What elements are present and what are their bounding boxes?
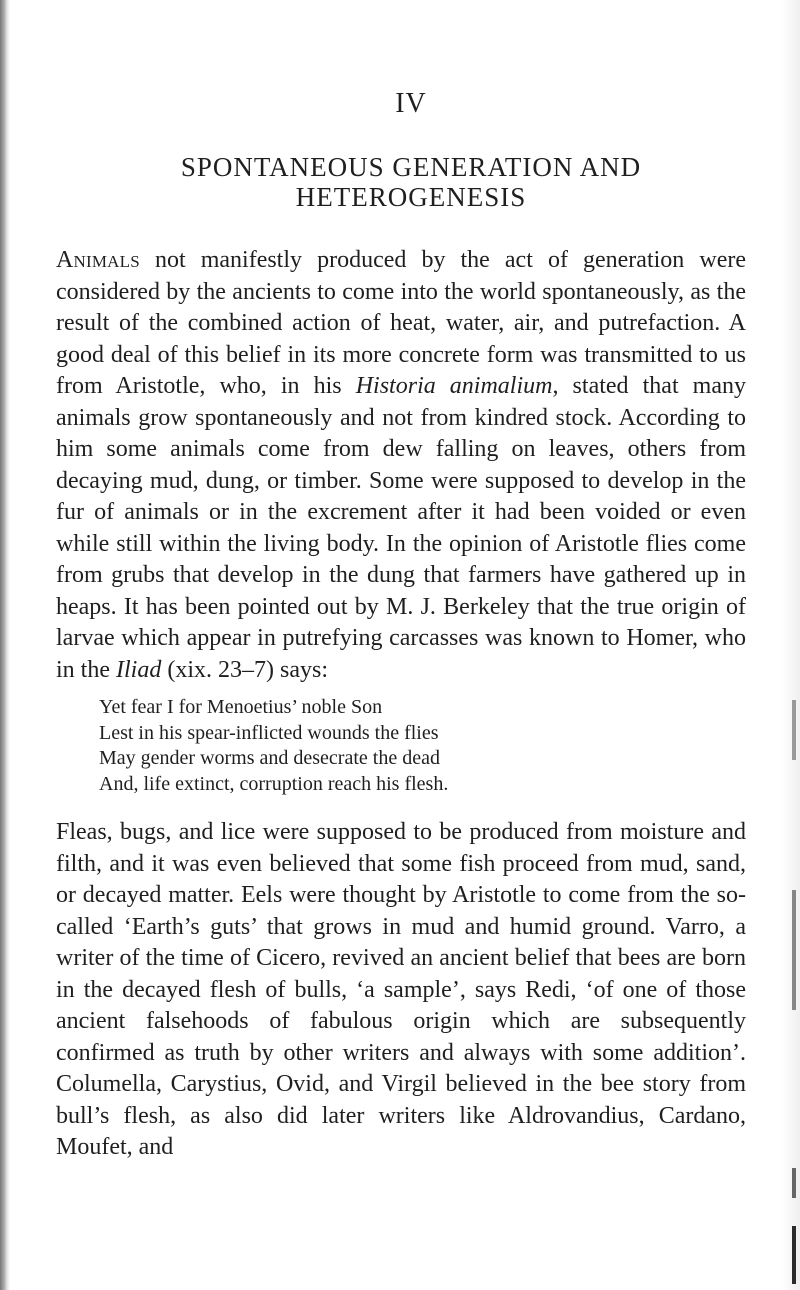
book-title-italic: Historia animalium — [355, 373, 553, 399]
edge-mark — [792, 1168, 796, 1198]
chapter-title-line: SPONTANEOUS GENERATION AND — [180, 152, 642, 182]
verse-line: Yet fear I for Menoetius’ noble Son — [99, 696, 383, 718]
verse-line: May gender worms and desecrate the dead — [99, 747, 440, 769]
paragraph-text: not manifestly produced by the act of generation were considered by the ancients to come into the world spontaneously, as the result of the combined action of heat, water, air, and putrefaction. A good deal of this belief in its more concrete form was transmitted to us from Aristotle, who, in his — [56, 247, 746, 399]
paragraph-first-word: Animals — [56, 247, 140, 273]
paragraph-text: , stated that many animals grow spontaneously and not from kindred stock. According to him some animals come from dew falling on leaves, others from decaying mud, dung, or timber. Some were supposed to develop in the fur of animals or in the excrement after it had been voided or even while still within the living body. In the opinion of Aristotle flies come from grubs that develop in the dung that farmers have gathered up in heaps. It has been pointed out by M. J. Berkeley that the true origin of larvae which appear in putrefying carcasses was known to Homer, who in the — [56, 373, 747, 683]
verse-quotation — [99, 695, 746, 797]
chapter-number: IV — [395, 88, 427, 119]
edge-mark — [792, 1226, 796, 1284]
edge-mark — [792, 890, 796, 1010]
page-binding-shadow — [0, 0, 10, 1290]
verse-line: And, life extinct, corruption reach his flesh. — [99, 772, 449, 795]
body-paragraph: Fleas, bugs, and lice were supposed to be produced from moisture and filth, and it was even believed that some fish proceed from mud, sand, or decayed matter. Eels were thought by Aristotle to come from the so-called ‘Earth’s guts’ that grows in mud and humid ground. Varro, a writer of the time of Cicero, revived an ancient belief that bees are born in the decayed flesh of bulls, ‘a sample’, says Redi, ‘of one of those ancient falsehoods of fabulous origin which are subsequently confirmed as truth by other writers and always with some addition’. Columella, Carystius, Ovid, and Virgil believed in the bee story from bull’s flesh, as also did later writers like Aldrovandius, Cardano, Moufet, and — [56, 819, 746, 1160]
page-right-edge — [782, 0, 800, 1290]
chapter-title-line: HETEROGENESIS — [295, 182, 527, 212]
verse-line: Lest in his spear-inflicted wounds the flies — [99, 721, 439, 744]
paragraph-text: (xix. 23–7) says: — [161, 656, 328, 683]
body-paragraph — [56, 245, 746, 686]
edge-mark — [792, 700, 796, 760]
epic-title-italic: Iliad — [116, 656, 162, 683]
page-content — [56, 88, 746, 1164]
